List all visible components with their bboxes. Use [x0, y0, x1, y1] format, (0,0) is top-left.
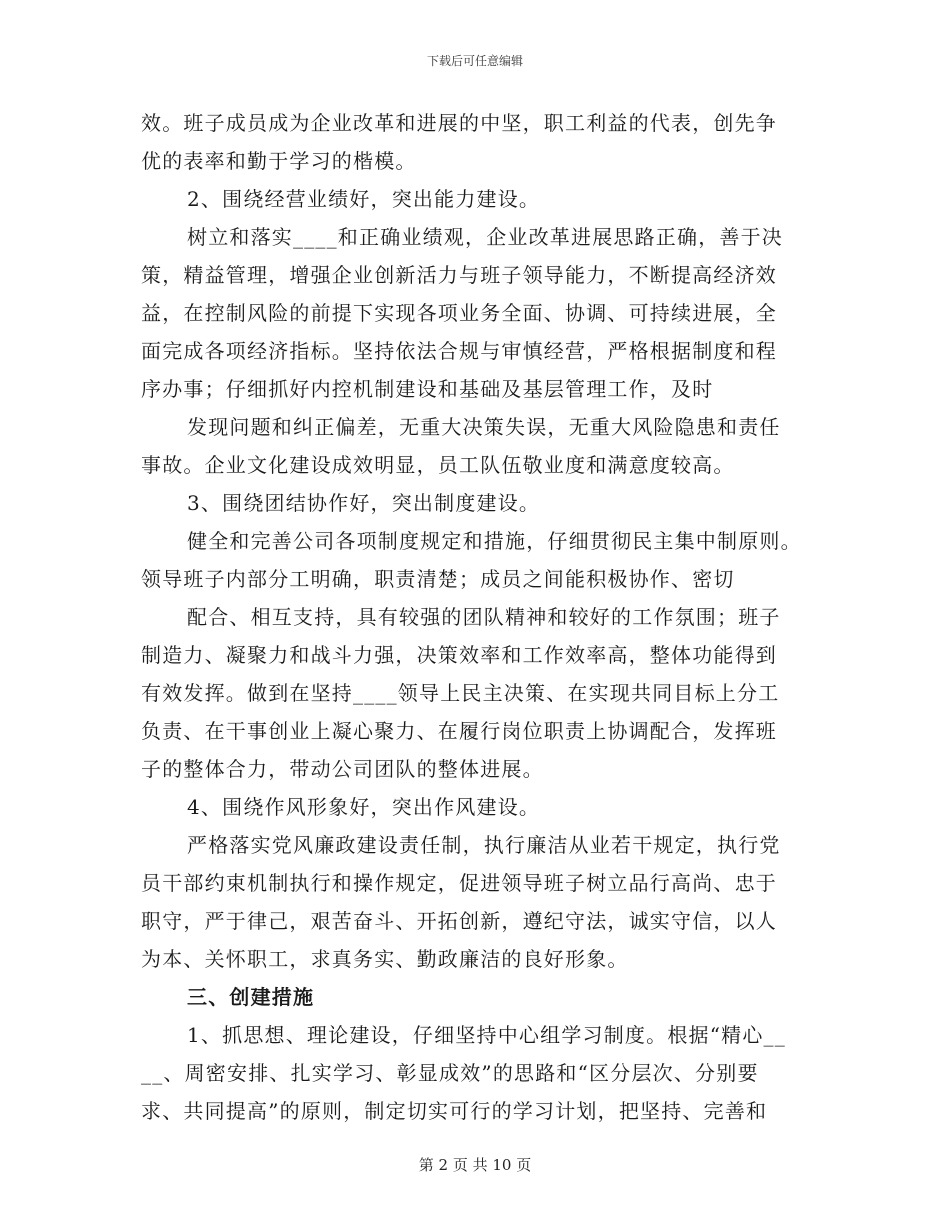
text-line: 益，在控制风险的前提下实现各项业务全面、协调、可持续进展，全 [141, 301, 777, 325]
text-line: 优的表率和勤于学习的楷模。 [141, 149, 417, 173]
text-line: __、周密安排、扎实学习、彰显成效”的思路和“区分层次、分别要 [141, 1061, 759, 1085]
text-line: 序办事；仔细抓好内控机制建设和基础及基层管理工作，及时 [141, 377, 714, 401]
section-heading: 三、创建措施 [187, 985, 315, 1009]
text-line: 子的整体合力，带动公司团队的整体进展。 [141, 757, 544, 781]
text-line: 领导班子内部分工明确，职责清楚；成员之间能积极协作、密切 [141, 567, 735, 591]
text-line: 员干部约束机制执行和操作规定，促进领导班子树立品行高尚、忠于 [141, 871, 777, 895]
page-number: 第 2 页 共 10 页 [418, 1156, 532, 1174]
text-line: 效。班子成员成为企业改革和进展的中坚，职工利益的代表，创先争 [141, 111, 777, 135]
text-line: 职守，严于律己，艰苦奋斗、开拓创新，遵纪守法，诚实守信，以人 [141, 909, 777, 933]
text-line: 面完成各项经济指标。坚持依法合规与审慎经营，严格根据制度和程 [141, 339, 777, 363]
text-line: 为本、关怀职工，求真务实、勤政廉洁的良好形象。 [141, 947, 629, 971]
text-line: 发现问题和纠正偏差，无重大决策失误，无重大风险隐患和责任 [187, 415, 781, 439]
text-line: 策，精益管理，增强企业创新活力与班子领导能力，不断提高经济效 [141, 263, 777, 287]
text-line: 2、围绕经营业绩好，突出能力建设。 [187, 187, 541, 211]
text-line: 求、共同提高”的原则，制定切实可行的学习计划，把坚持、完善和 [141, 1099, 768, 1123]
text-line: 树立和落实____和正确业绩观，企业改革进展思路正确，善于决 [187, 225, 783, 249]
text-line: 有效发挥。做到在坚持____领导上民主决策、在实现共同目标上分工 [141, 681, 780, 705]
text-line: 1、抓思想、理论建设，仔细坚持中心组学习制度。根据“精心__ [187, 1023, 786, 1047]
text-line: 健全和完善公司各项制度规定和措施，仔细贯彻民主集中制原则。 [187, 529, 802, 553]
page-header-note: 下载后可任意编辑 [426, 54, 523, 68]
document-body [141, 104, 811, 1130]
text-line: 负责、在干事创业上凝心聚力、在履行岗位职责上协调配合，发挥班 [141, 719, 777, 743]
text-line: 3、围绕团结协作好，突出制度建设。 [187, 491, 541, 515]
text-line: 制造力、凝聚力和战斗力强，决策效率和工作效率高，整体功能得到 [141, 643, 777, 667]
text-line: 严格落实党风廉政建设责任制，执行廉洁从业若干规定，执行党 [187, 833, 781, 857]
text-line: 事故。企业文化建设成效明显，员工队伍敬业度和满意度较高。 [141, 453, 735, 477]
text-line: 4、围绕作风形象好，突出作风建设。 [187, 795, 541, 819]
text-line: 配合、相互支持，具有较强的团队精神和较好的工作氛围；班子 [187, 605, 781, 629]
